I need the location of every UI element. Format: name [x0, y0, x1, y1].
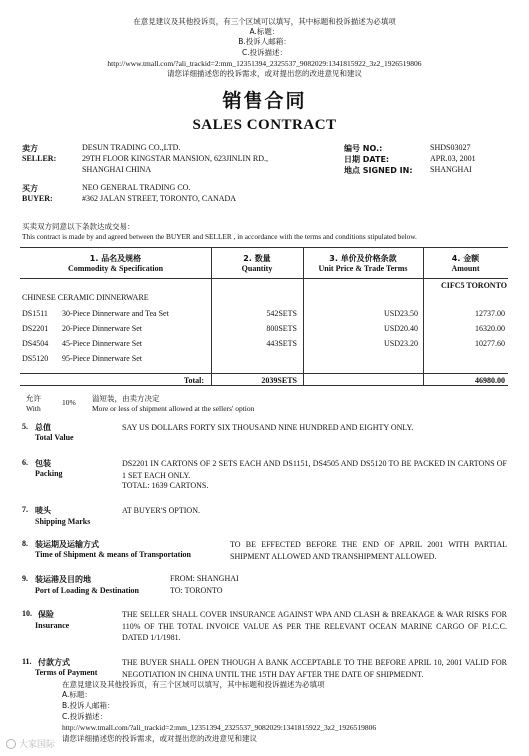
col-header-amount-en: Amount — [451, 264, 480, 273]
row-code: DS2201 — [22, 324, 49, 333]
total-quantity: 2039SETS — [261, 376, 297, 385]
allowance-label-cn: 允许 — [26, 394, 41, 403]
notice-intro: 在意見建议及其他投诉页，有三个区域可以填写，其中标题和投诉描述为必填项 — [133, 17, 396, 26]
packing-total: TOTAL: 1639 CARTONS. — [122, 481, 209, 490]
allowance-label-en: With — [26, 404, 41, 413]
allowance-percent: 10% — [62, 398, 76, 407]
row-price: USD23.50 — [383, 309, 418, 318]
notice-ask: 请您详细描述您的投诉需求，或对提出您的改进意见和建议 — [62, 734, 257, 743]
shipment-text: TO BE EFFECTED BEFORE THE END OF APRIL 2001 WITH PARTIAL SHIPMENT ALLOWED AND TRANSHIPMENT ALLOWED. — [230, 540, 507, 561]
seller-label-en: SELLER: — [22, 154, 57, 163]
section-number: 6. — [22, 458, 28, 467]
payment-text: THE BUYER SHALL OPEN THOUGH A BANK ACCEPTABLE TO THE BEFORE APRIL 10, 2001 VALID FOR NEGOTIATION IN CHINA UNTIL THE 15TH DAY AFTER THE DATE OF SHIPMEDNT. — [122, 658, 507, 679]
signed-in-place: SHANGHAI — [430, 165, 472, 174]
row-desc: 45-Piece Dinnerware Set — [62, 339, 142, 348]
buyer-label-en: BUYER: — [22, 194, 53, 203]
contract-no-label: 编号 NO.: — [344, 144, 383, 153]
agreement-en: This contract is made by and agreed between the BUYER and SELLER , in accordance with the terms and conditions stipulated below. — [22, 232, 417, 241]
total-value-text: SAY US DOLLARS FORTY SIX THOUSAND NINE HUNDRED AND EIGHTY ONLY. — [122, 423, 414, 432]
notice-a: A.标题： — [249, 27, 280, 36]
watermark-text: 大家国际 — [19, 740, 56, 750]
port-from: FROM: SHANGHAI — [170, 574, 239, 583]
row-code: DS1511 — [22, 309, 48, 318]
table-bottom-border — [20, 385, 508, 386]
section-title-en: Terms of Payment — [35, 668, 98, 677]
row-qty: 542SETS — [266, 309, 297, 318]
col-header-commodity-en: Commodity & Specification — [67, 264, 164, 273]
notice-ask: 请您详细描述您的投诉需求，或对提出您的改进意见和建议 — [167, 69, 362, 78]
table-total-border — [20, 373, 508, 374]
notice-b: B.投诉人邮箱： — [62, 701, 115, 710]
section-title-en: Shipping Marks — [35, 517, 91, 526]
section-title-en: Time of Shipment & means of Transportation — [35, 550, 192, 559]
row-amount: 10277.60 — [475, 339, 505, 348]
notice-c: C.投诉描述： — [241, 48, 288, 57]
section-title-cn: 装运港及目的地 — [35, 575, 91, 584]
col-header-amount-cn: 4. 金额 — [451, 254, 480, 263]
row-desc: 95-Piece Dinnerware Set — [62, 354, 142, 363]
row-code: DS4504 — [22, 339, 49, 348]
shipping-marks-text: AT BUYER'S OPTION. — [122, 506, 200, 515]
row-qty: 800SETS — [266, 324, 297, 333]
contract-no: SHDS03027 — [430, 143, 471, 152]
notice-url[interactable]: http://www.tmall.com/?ali_trackid=2:mm_12351394_2325537_9082029:1341815922_3z2_1926519806 — [107, 59, 422, 68]
section-title-cn: 保险 — [38, 610, 54, 619]
buyer-addr: #362 JALAN STREET, TORONTO, CANADA — [82, 194, 237, 203]
contract-date: APR.03, 2001 — [430, 154, 476, 163]
insurance-text: THE SELLER SHALL COVER INSURANCE AGAINST WPA AND CLASH & BREAKAGE & WAR RISKS FOR 110% OF THE TOTAL INVOICE VALUE AS PER THE RELEVANT OCEAN MARINE CARGO OF P.I.C.C. DATED 1/1/1981. — [122, 610, 507, 642]
section-number: 5. — [22, 422, 28, 431]
section-number: 11. — [22, 657, 32, 666]
packing-text: DS2201 IN CARTONS OF 2 SETS EACH AND DS1151, DS4505 AND DS5120 TO BE PACKED IN CARTONS OF 1 SET EACH ONLY. — [122, 459, 507, 480]
watermark — [6, 737, 55, 750]
section-title-cn: 装运期及运输方式 — [35, 540, 99, 549]
title-cn: 销售合同 — [222, 90, 307, 112]
row-qty: 443SETS — [266, 339, 297, 348]
notice-b: B.投诉人邮箱： — [238, 37, 291, 46]
buyer-label-cn: 买方 — [22, 184, 38, 193]
seller-addr1: 29TH FLOOR KINGSTAR MANSION, 623JINLIN RD., — [82, 154, 269, 163]
section-title-cn: 总值 — [35, 423, 51, 432]
section-number: 9. — [22, 574, 28, 583]
notice-a: A.标题： — [62, 690, 92, 699]
col-header-quantity-cn: 2. 数量 — [243, 254, 271, 263]
col-header-commodity-cn: 1. 品名及规格 — [89, 254, 142, 263]
row-price: USD20.40 — [383, 324, 418, 333]
notice-intro: 在意見建议及其他投诉页，有三个区域可以填写，其中标题和投诉描述为必填项 — [62, 680, 325, 689]
section-title-cn: 包装 — [35, 459, 51, 468]
allowance-desc-cn: 溢短装，由卖方决定 — [92, 394, 160, 403]
section-number: 8. — [22, 539, 28, 548]
row-price: USD23.20 — [383, 339, 418, 348]
notice-c: C.投诉描述： — [62, 712, 108, 721]
watermark-logo-icon — [6, 739, 16, 749]
total-amount: 46980.00 — [475, 376, 505, 385]
section-number: 7. — [22, 505, 28, 514]
date-label: 日期 DATE: — [344, 155, 390, 164]
row-code: DS5120 — [22, 354, 49, 363]
row-desc: 30-Piece Dinnerware and Tea Set — [62, 309, 169, 318]
signed-in-label: 地点 SIGNED IN: — [344, 166, 413, 175]
row-amount: 12737.00 — [475, 309, 505, 318]
port-to: TO: TORONTO — [170, 586, 223, 595]
row-amount: 16320.00 — [475, 324, 505, 333]
col-header-price-cn: 3. 单价及价格条款 — [329, 254, 397, 263]
title-en: SALES CONTRACT — [192, 117, 337, 133]
section-title-en: Insurance — [35, 621, 70, 630]
buyer-name: NEO GENERAL TRADING CO. — [82, 183, 191, 192]
col-header-price-en: Unit Price & Trade Terms — [318, 264, 408, 273]
row-desc: 20-Piece Dinnerware Set — [62, 324, 142, 333]
table-header-border — [20, 278, 508, 279]
section-title-cn: 付款方式 — [38, 658, 70, 667]
section-title-en: Packing — [35, 469, 63, 478]
seller-name: DESUN TRADING CO.,LTD. — [82, 143, 181, 152]
product-group: CHINESE CERAMIC DINNERWARE — [22, 293, 149, 302]
seller-addr2: SHANGHAI CHINA — [82, 165, 152, 174]
table-top-border — [20, 247, 508, 248]
section-title-cn: 唛头 — [35, 506, 51, 515]
section-title-en: Total Value — [35, 433, 74, 442]
seller-label-cn: 卖方 — [22, 144, 38, 153]
trade-terms: CIFC5 TORONTO — [440, 281, 507, 290]
allowance-desc-en: More or less of shipment allowed at the sellers' option — [92, 404, 255, 413]
section-title-en: Port of Loading & Destination — [35, 586, 139, 595]
col-header-quantity-en: Quantity — [241, 264, 273, 273]
total-label: Total: — [183, 376, 204, 385]
section-number: 10. — [22, 609, 32, 618]
agreement-cn: 买卖双方同意以下条款达成交易： — [22, 222, 135, 231]
notice-url[interactable]: http://www.tmall.com/?ali_trackid=2:mm_12351394_2325537_9082029:1341815922_3z2_1926519806 — [62, 723, 377, 732]
